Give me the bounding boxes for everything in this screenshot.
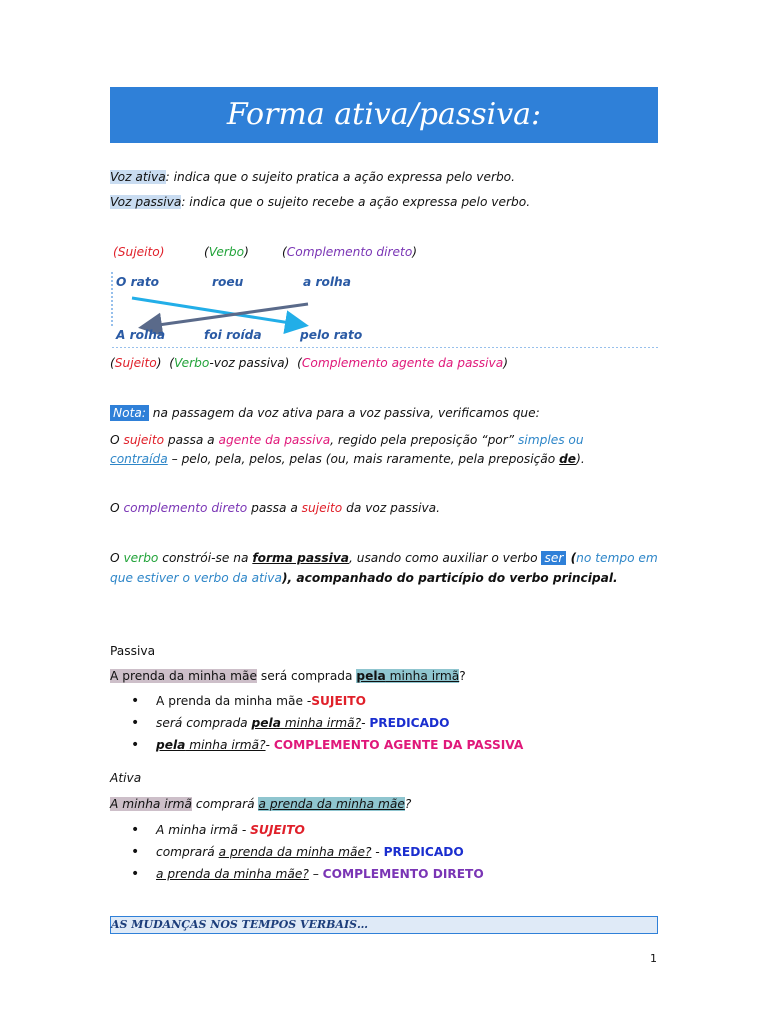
definition-voz-passiva — [110, 195, 530, 209]
passiva-label: Passiva — [110, 644, 156, 658]
diagram-header: (Sujeito) — [113, 245, 165, 259]
nota-label: Nota: — [110, 405, 149, 421]
label-sujeito: Sujeito — [117, 245, 160, 259]
label-complemento-direto: Complemento direto — [286, 245, 413, 259]
ativa-label: Ativa — [110, 771, 142, 785]
ativa-sentence: A minha irmã comprará a prenda da minha mãe? — [110, 797, 412, 811]
diagram-footer: (Sujeito) (Verbo-voz passiva) (Complemento agente da passiva) — [110, 356, 508, 370]
term-voz-passiva: Voz passiva — [110, 195, 182, 209]
passiva-sentence: A prenda da minha mãe será comprada pela minha irmã? — [110, 669, 466, 683]
diagram-box — [110, 272, 658, 348]
arrow-sujeito-to-agente — [132, 298, 303, 325]
bullet-marker: • — [131, 737, 140, 753]
footer-sujeito: Sujeito — [114, 356, 157, 370]
bullet-marker: • — [131, 866, 140, 882]
definition-text: : indica que o sujeito pratica a ação expressa pelo verbo. — [165, 170, 516, 184]
ser-highlight: ser — [541, 551, 566, 565]
diagram-header-verbo: (Verbo) — [204, 245, 249, 259]
footer-agente: Complemento agente da passiva — [301, 356, 504, 370]
nota-p3-line1: O verbo constrói-se na forma passiva, usando como auxiliar o verbo ser (no tempo em — [110, 551, 658, 565]
nota-intro: Nota: na passagem da voz ativa para a voz passiva, verificamos que: — [110, 406, 540, 420]
diagram-arrows — [110, 272, 658, 348]
passiva-bullet-2: será comprada pela minha irmã?- PREDICADO — [156, 716, 450, 730]
nota-p1-line1: O sujeito passa a agente da passiva, regido pela preposição “por” simples ou — [110, 433, 584, 447]
diagram-top-cd: a rolha — [303, 275, 351, 289]
label-verbo: Verbo — [208, 245, 245, 259]
term-voz-ativa: Voz ativa — [110, 170, 166, 184]
arrow-cd-to-sujeito — [144, 304, 308, 327]
diagram-top-sujeito: O rato — [116, 275, 160, 289]
ativa-bullet-1: A minha irmã - SUJEITO — [156, 823, 305, 837]
section-heading: AS MUDANÇAS NOS TEMPOS VERBAIS… — [110, 916, 658, 934]
bullet-marker: • — [131, 715, 140, 731]
diagram-bottom-sujeito: A rolha — [116, 328, 166, 342]
diagram-top-verbo: roeu — [212, 275, 244, 289]
definition-voz-ativa — [110, 170, 515, 184]
page-title: Forma ativa/passiva: — [110, 87, 658, 143]
bullet-marker: • — [131, 822, 140, 838]
ativa-bullet-2: comprará a prenda da minha mãe? - PREDICADO — [156, 845, 464, 859]
diagram-bottom-verbo: foi roída — [204, 328, 262, 342]
passiva-bullet-3: pela minha irmã?- COMPLEMENTO AGENTE DA PASSIVA — [156, 738, 524, 752]
definition-text: : indica que o sujeito recebe a ação expressa pelo verbo. — [181, 195, 531, 209]
footer-verbo: Verbo — [174, 356, 210, 370]
bullet-marker: • — [131, 693, 140, 709]
diagram-header-cd: (Complemento direto) — [282, 245, 418, 259]
ativa-bullet-3: a prenda da minha mãe? – COMPLEMENTO DIRETO — [156, 867, 484, 881]
diagram-bottom-agente: pelo rato — [300, 328, 363, 342]
passiva-bullet-1: A prenda da minha mãe -SUJEITO — [156, 694, 366, 708]
bullet-marker: • — [131, 844, 140, 860]
page-number: 1 — [650, 952, 657, 965]
nota-p3-line2: que estiver o verbo da ativa), acompanhado do particípio do verbo principal. — [110, 571, 618, 585]
nota-p1-line2: contraída – pelo, pela, pelos, pelas (ou, mais raramente, pela preposição de). — [110, 452, 585, 466]
nota-p2: O complemento direto passa a sujeito da voz passiva. — [110, 501, 441, 515]
